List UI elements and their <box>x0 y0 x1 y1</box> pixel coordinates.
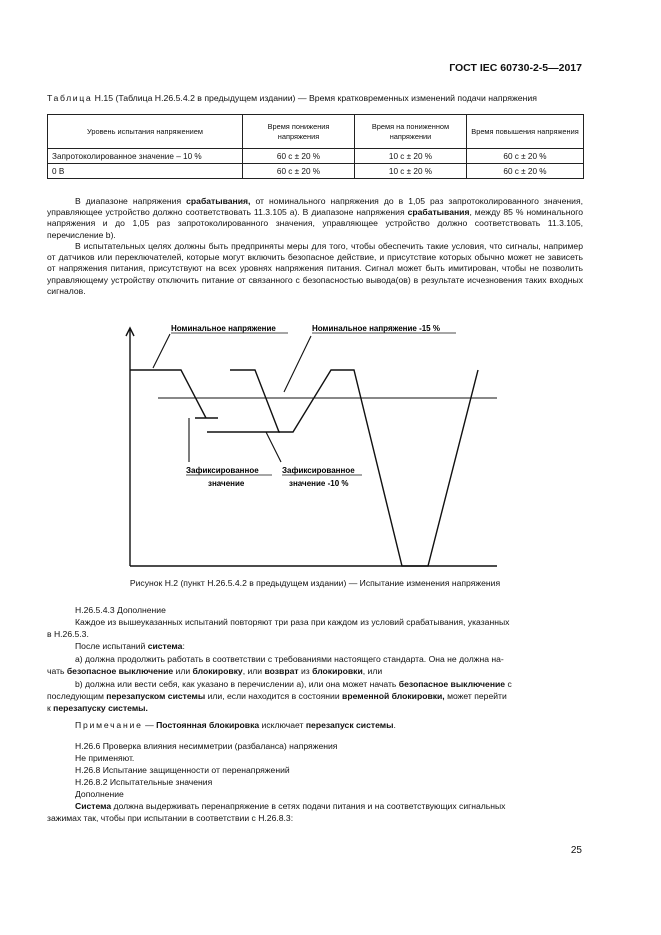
text-run: b) должна или вести себя, как указано в перечислении а), или она может начать <box>75 679 399 689</box>
table-header-cell: Время на пониженном напряжении <box>355 115 467 149</box>
note <box>47 720 611 731</box>
table-cell: 10 с ± 20 % <box>355 164 467 179</box>
bold-term: блокировку <box>192 666 243 676</box>
body-line <box>47 691 583 702</box>
bold-term: Система <box>75 801 112 811</box>
table-caption-prefix: Таблица <box>47 93 93 103</box>
text-run: может перейти <box>444 691 507 701</box>
label-nominal-minus-15: Номинальное напряжение -15 % <box>312 324 440 333</box>
body-line: в H.26.5.3. <box>47 629 89 639</box>
text-run: . <box>393 720 396 730</box>
voltage-trace-first-drop <box>130 370 206 418</box>
text-run: из <box>298 666 313 676</box>
text-run: — <box>142 720 157 730</box>
text-run: , между 85 % номинального напряжения и до 1,05 раз запротоколированного значения, управляющее устройство должно соответствовать 11.3.105, перечисление b). <box>47 207 583 240</box>
text-run: : <box>182 641 185 651</box>
table-cell: Запротоколированное значение – 10 % <box>48 149 243 164</box>
body-line <box>47 666 583 677</box>
text-run: последующим <box>47 691 107 701</box>
label-recorded-minus-10: Зафиксированное <box>282 466 355 475</box>
text-run: исключает <box>259 720 306 730</box>
bold-term: перезапуск системы <box>305 720 394 730</box>
label-recorded-value-2: значение <box>208 479 245 488</box>
table-cell: 60 с ± 20 % <box>467 149 584 164</box>
text-run: к <box>47 703 54 713</box>
bold-term: безопасное выключение <box>398 679 506 689</box>
figure-caption: Рисунок H.2 (пункт H.26.5.4.2 в предыдущем издании) — Испытание изменения напряжения <box>129 578 501 588</box>
table-cell: 60 с ± 20 % <box>243 149 355 164</box>
text-run: В диапазоне напряжения <box>75 196 187 206</box>
section-heading: H.26.8 Испытание защищенности от перенапряжений <box>75 765 290 775</box>
bold-term: срабатывания <box>407 207 470 218</box>
body-line: Дополнение <box>75 789 124 799</box>
bold-term: блокировки <box>312 666 363 676</box>
table-header-cell: Уровень испытания напряжением <box>48 115 243 149</box>
body-line: Не применяют. <box>75 753 135 763</box>
leader-recorded-minus-10 <box>266 432 281 462</box>
text-run: чать <box>47 666 67 676</box>
table-cell: 0 В <box>48 164 243 179</box>
label-nominal-voltage: Номинальное напряжение <box>171 324 276 333</box>
body-line: Каждое из вышеуказанных испытаний повторяют три раза при каждом из условий срабатывания, указанных <box>75 617 510 627</box>
leader-nominal <box>153 334 170 368</box>
bold-term: безопасное выключение <box>66 666 174 676</box>
text-run: , или <box>362 666 383 676</box>
body-line: а) должна продолжить работать в соответствии с требованиями настоящего стандарта. Она не должна на- <box>75 654 504 664</box>
section-heading: H.26.5.4.3 Дополнение <box>75 605 166 615</box>
body-line: зажимах так, чтобы при испытании в соответствии с H.26.8.3: <box>47 813 294 823</box>
body-line <box>47 641 611 652</box>
bold-term: перезапуском системы <box>106 691 206 701</box>
text-run: или, если находится в состоянии <box>205 691 343 701</box>
note-prefix: Примечание <box>75 720 143 730</box>
text-run: от номинального напряжения до в 1,05 раз запротоколированного значения, управляющее устройство должно соответствовать 11.3.105 а). В диапазоне напряжения <box>47 196 584 218</box>
label-recorded-value: Зафиксированное <box>186 466 259 475</box>
page-number: 25 <box>570 845 582 856</box>
table-header-cell: Время повышения напряжения <box>467 115 584 149</box>
text-run: , или <box>242 666 265 676</box>
bold-term: срабатывания, <box>186 196 251 206</box>
section-heading: H.26.6 Проверка влияния несимметрии (разбаланса) напряжения <box>75 741 338 751</box>
body-line <box>47 703 583 714</box>
text-run: с <box>505 679 512 689</box>
table-cell: 60 с ± 20 % <box>467 164 584 179</box>
body-line <box>47 679 611 690</box>
table-cell: 60 с ± 20 % <box>243 164 355 179</box>
table-caption-text: H.15 (Таблица H.26.5.4.2 в предыдущем издании) — Время кратковременных изменений подачи напряжения <box>92 93 537 103</box>
table-cell: 10 с ± 20 % <box>355 149 467 164</box>
text-run: В испытательных целях должны быть предприняты меры для того, чтобы обеспечить такие условия, что сигналы, например от датчиков или переключателей, которые могут включить безопасное действие, и присутствие которых обычно может не зависеть от напряжения питания, присутствуют на всех уровнях напряжения питания. Сигнал может быть имитирован, чтобы не позволить управляющему устройству отключить питание от связанного с безопасностью вывода(ов) в результате исчезновения таких входных сигналов. <box>47 241 583 296</box>
section-heading: H.26.8.2 Испытательные значения <box>75 777 213 787</box>
label-recorded-minus-10-2: значение -10 % <box>289 479 349 488</box>
table-header-cell: Время понижения напряжения <box>243 115 355 149</box>
bold-term: возврат <box>264 666 299 676</box>
bold-term: перезапуску системы. <box>53 703 148 713</box>
bold-term: система <box>147 641 183 651</box>
bold-term: Постоянная блокировка <box>156 720 260 730</box>
text-run: должна выдерживать перенапряжение в сетях подачи питания и на соответствующих сигнальных <box>111 801 506 811</box>
document-header: ГОСТ IEC 60730-2-5—2017 <box>449 62 582 74</box>
leader-nominal-minus-15 <box>284 336 311 392</box>
bold-term: временной блокировки, <box>342 691 445 701</box>
text-run: После испытаний <box>75 641 148 651</box>
text-run: или <box>173 666 193 676</box>
body-line <box>47 801 611 812</box>
